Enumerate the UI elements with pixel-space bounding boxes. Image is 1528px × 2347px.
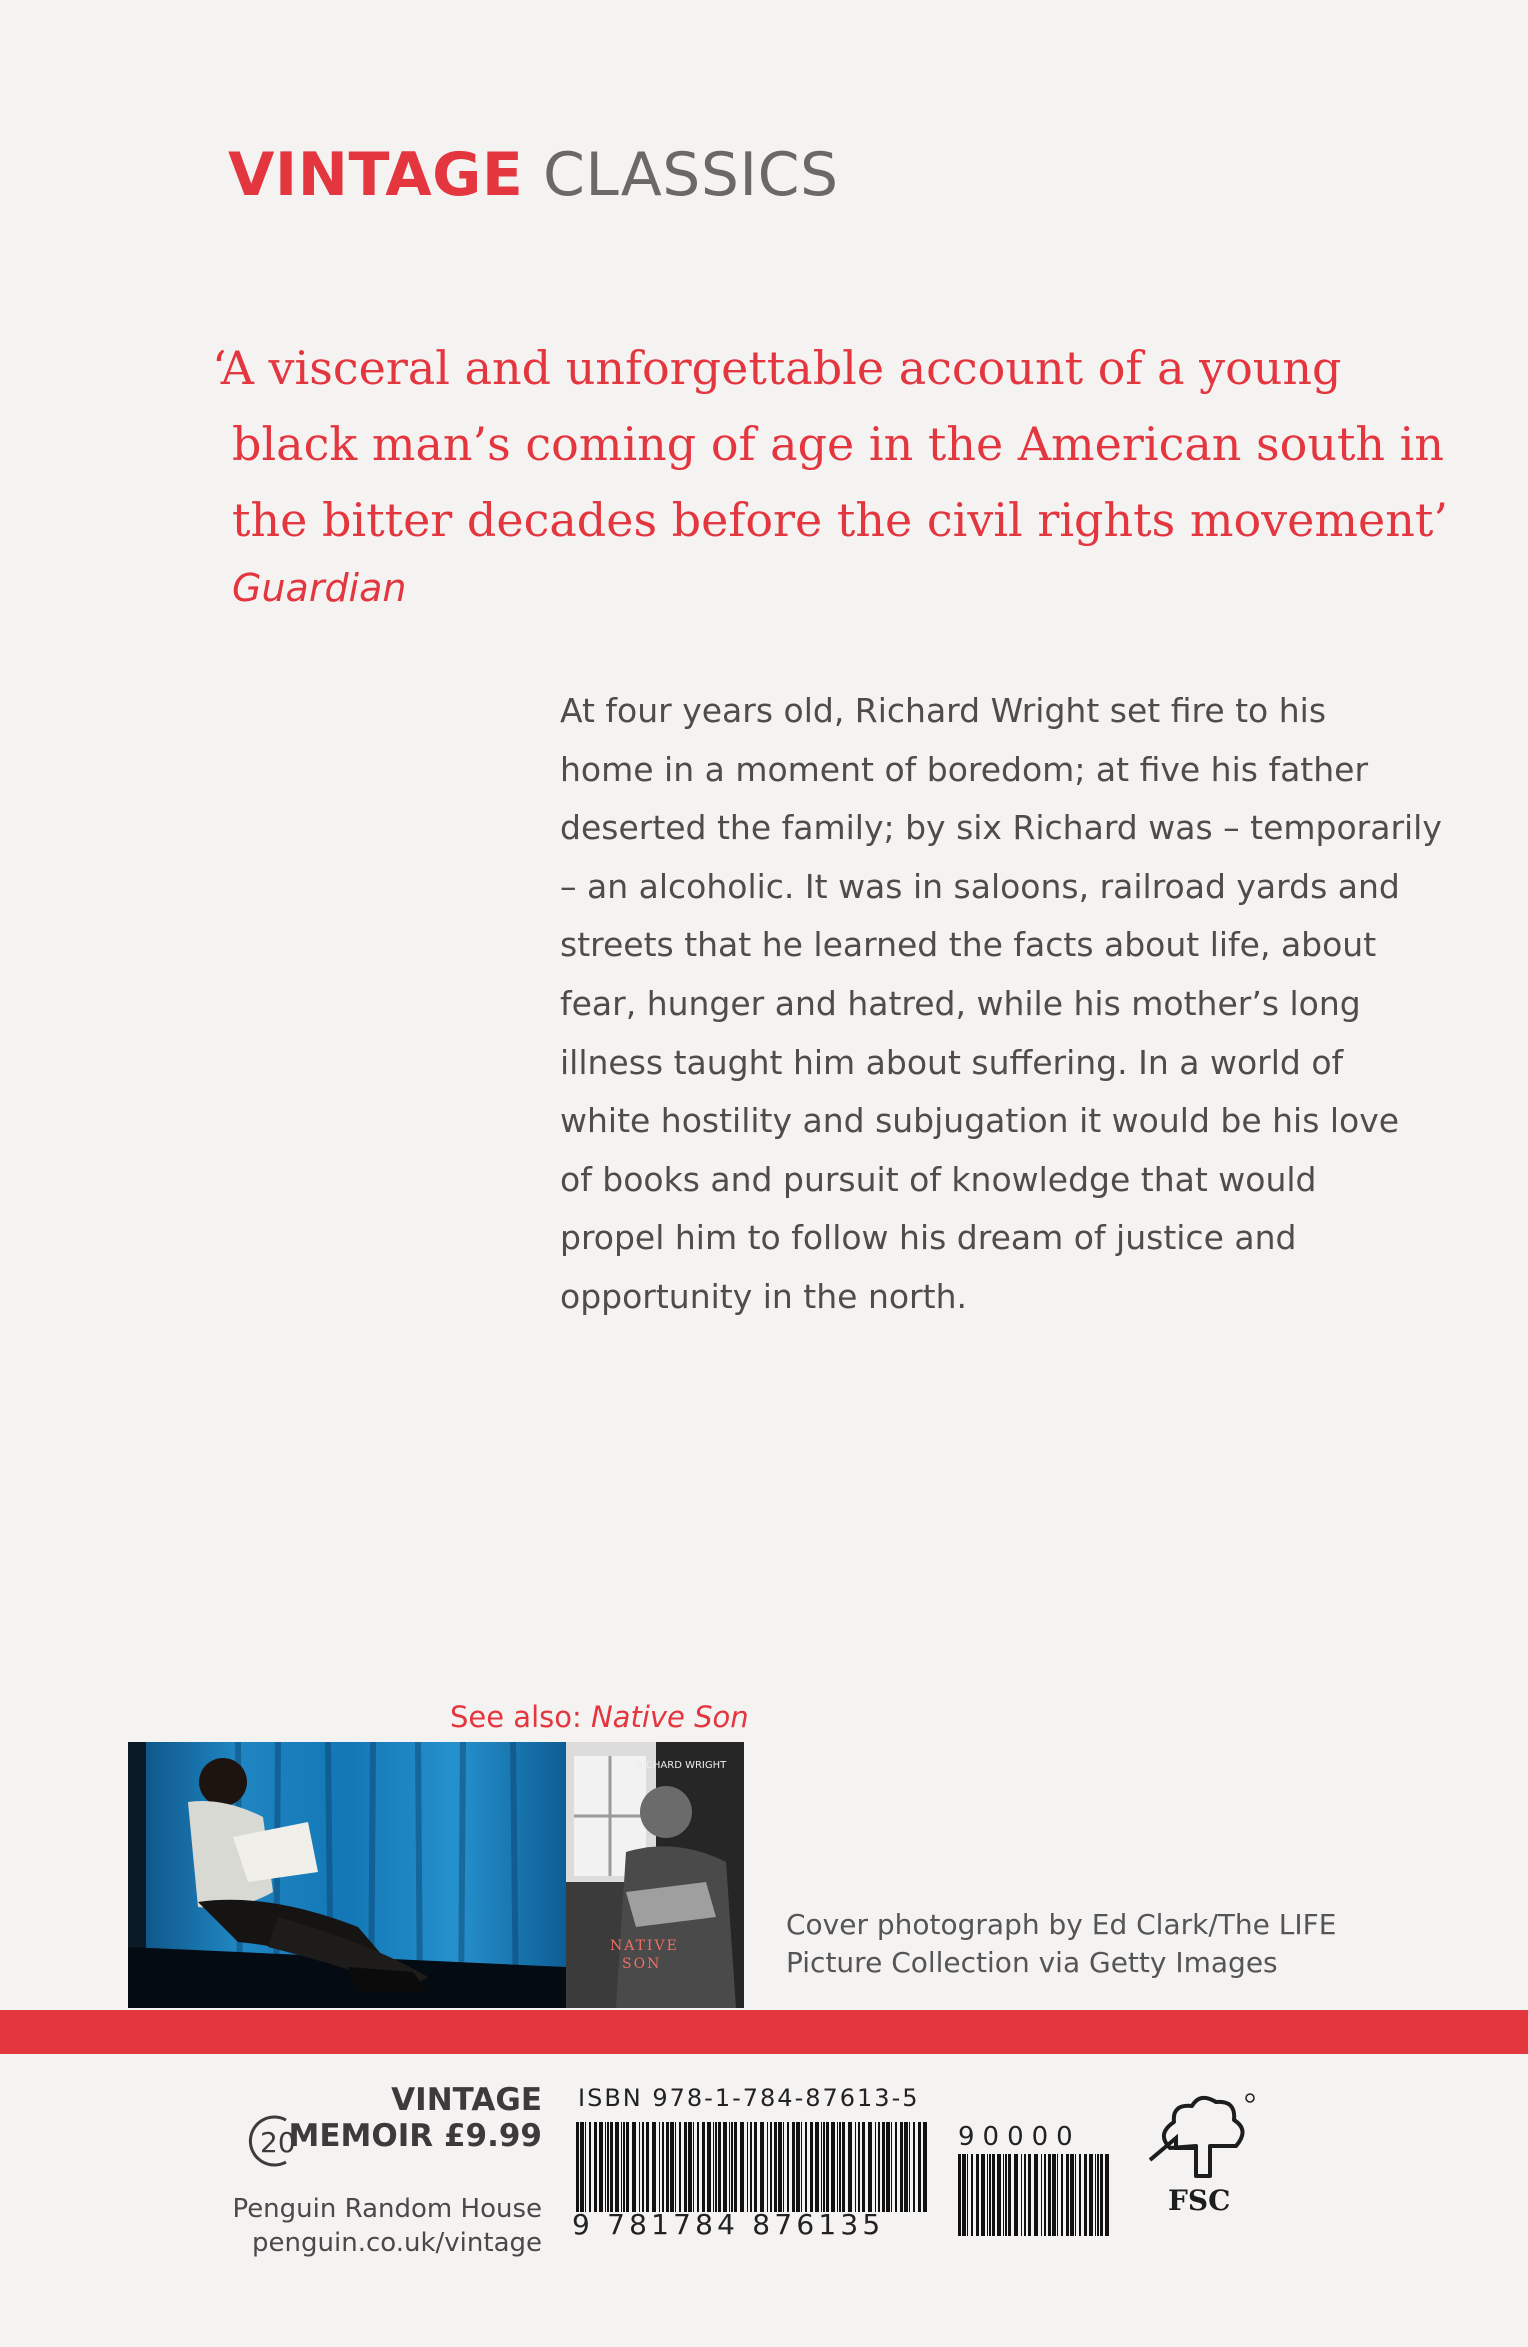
quote-line: ‘A visceral and unforgettable account of a young (212, 341, 1342, 395)
fsc-logo (1146, 2090, 1258, 2220)
native-son-cover-thumbnail (566, 1742, 744, 2008)
blurb-line: illness taught him about suffering. In a world of (560, 1042, 1344, 1082)
price: £9.99 (443, 2118, 542, 2154)
imprint-category: MEMOIR (288, 2118, 434, 2154)
photo-credit-line: Picture Collection via Getty Images (786, 1946, 1278, 1979)
series-logo-primary: VINTAGE (228, 140, 524, 210)
native-son-title-line1: NATIVE (610, 1938, 679, 1954)
book-blurb (560, 682, 1440, 1327)
price-addon-barcode (956, 2154, 1114, 2236)
photo-credit (786, 1906, 1336, 1982)
native-son-author: RICHARD WRIGHT (636, 1760, 727, 1771)
blurb-line: streets that he learned the facts about life, about (560, 925, 1377, 965)
fsc-label: FSC (1168, 2184, 1231, 2217)
series-logo (228, 140, 839, 210)
price-code: 90000 (958, 2122, 1081, 2152)
blurb-line: propel him to follow his dream of justice and (560, 1218, 1297, 1258)
blurb-line: deserted the family; by six Richard was – temporarily (560, 808, 1442, 848)
cover-photograph (128, 1742, 566, 2008)
blurb-line: home in a moment of boredom; at five his father (560, 749, 1369, 789)
anniversary-badge-number: 20 (260, 2126, 296, 2159)
blurb-line: white hostility and subjugation it would be his love (560, 1101, 1400, 1141)
isbn-label: ISBN 978-1-784-87613-5 (578, 2084, 920, 2112)
publisher-name: Penguin Random House (232, 2194, 542, 2224)
isbn-barcode (574, 2122, 930, 2222)
photo-credit-line: Cover photograph by Ed Clark/The LIFE (786, 1908, 1337, 1941)
imprint-name: VINTAGE (391, 2082, 542, 2118)
native-son-title-line2: SON (622, 1956, 662, 1972)
quote-source: Guardian (232, 566, 407, 610)
accent-band (0, 2010, 1528, 2054)
blurb-line: At four years old, Richard Wright set fire to his (560, 691, 1327, 730)
blurb-line: – an alcoholic. It was in saloons, railroad yards and (560, 866, 1400, 906)
see-also (450, 1700, 749, 1734)
publisher-url: penguin.co.uk/vintage (252, 2228, 542, 2258)
barcode-digits: 9 781784 876135 (572, 2208, 885, 2241)
imprint-block (289, 2082, 543, 2154)
quote-line: the bitter decades before the civil rights movement’ (232, 493, 1448, 547)
blurb-line: of books and pursuit of knowledge that would (560, 1159, 1317, 1199)
see-also-prefix: See also: (450, 1700, 591, 1734)
quote-line: black man’s coming of age in the American south in (232, 417, 1445, 471)
series-logo-secondary: CLASSICS (543, 140, 839, 210)
see-also-title: Native Son (590, 1700, 749, 1734)
review-quote (212, 330, 1448, 558)
blurb-line: opportunity in the north. (560, 1276, 967, 1316)
publisher-block (232, 2192, 542, 2260)
blurb-line: fear, hunger and hatred, while his mother’s long (560, 983, 1361, 1023)
anniversary-badge-icon (246, 2114, 300, 2168)
